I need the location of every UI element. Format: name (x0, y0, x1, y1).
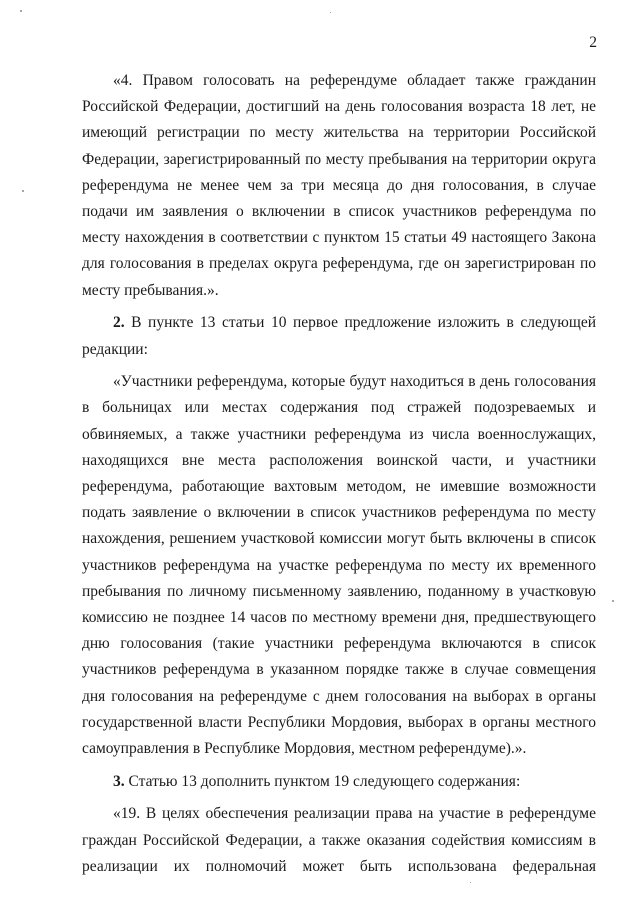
paragraph-text: В пункте 13 статьи 10 первое предложение изложить в следующей редакции: (82, 314, 596, 358)
scan-speck (22, 190, 24, 192)
document-body (82, 68, 596, 880)
paragraph-item-4-voting-right (82, 68, 596, 304)
paragraph-text: «19. В целях обеспечения реализации права на участие в референдуме граждан Российской Федерации, а также оказания содействия комиссиям в реализации их полномочий может быть использована федеральная (82, 805, 596, 875)
paragraph-participants-quote (82, 369, 596, 762)
scan-speck (330, 12, 331, 13)
amendment-number: 2. (113, 314, 125, 332)
paragraph-text: «4. Правом голосовать на референдуме обладает также гражданин Российской Федерации, достигший на день голосования возраста 18 лет, не имеющий регистрации по месту жительства на территории Российской Федерации, зарегистрированный по месту пребывания на территории округа референдума не менее чем за три месяца до дня голосования, в случае подачи им заявления о включении в список участников референдума по месту нахождения в соответствии с пунктом 15 статьи 49 настоящего Закона для голосования в пределах округа референдума, где он зарегистрирован по месту пребывания.». (82, 72, 596, 299)
paragraph-amendment-3 (82, 769, 596, 795)
paragraph-text: «Участники референдума, которые будут находиться в день голосования в больницах или местах содержания под стражей подозреваемых и обвиняемых, а также участники референдума из числа военнослужащих, находящихся вне места расположения воинской части, и участники референдума, работающие вахтовым методом, не имевшие возможности подать заявление о включении в список участников референдума по месту нахождения, решением участковой комиссии могут быть включены в список участников референдума на участке референдума по месту их временного пребывания по личному письменному заявлению, поданному в участковую комиссию не позднее 14 часов по местному времени дня, предшествующего дню голосования (такие участники референдума включаются в список участников референдума в указанном порядке также в случае совмещения дня голосования на референдуме с днем голосования на выборах в органы государственной власти Республики Мордовия, выборах в органы местного самоуправления в Республике Мордовия, местном референдуме).». (82, 373, 596, 758)
paragraph-amendment-2 (82, 310, 596, 362)
scan-speck (612, 600, 614, 602)
scan-speck (20, 10, 22, 12)
amendment-number: 3. (113, 772, 125, 790)
page-number: 2 (589, 34, 597, 51)
paragraph-item-19-quote (82, 801, 596, 880)
paragraph-text: Статью 13 дополнить пунктом 19 следующего содержания: (124, 772, 521, 790)
scan-speck (470, 882, 471, 883)
